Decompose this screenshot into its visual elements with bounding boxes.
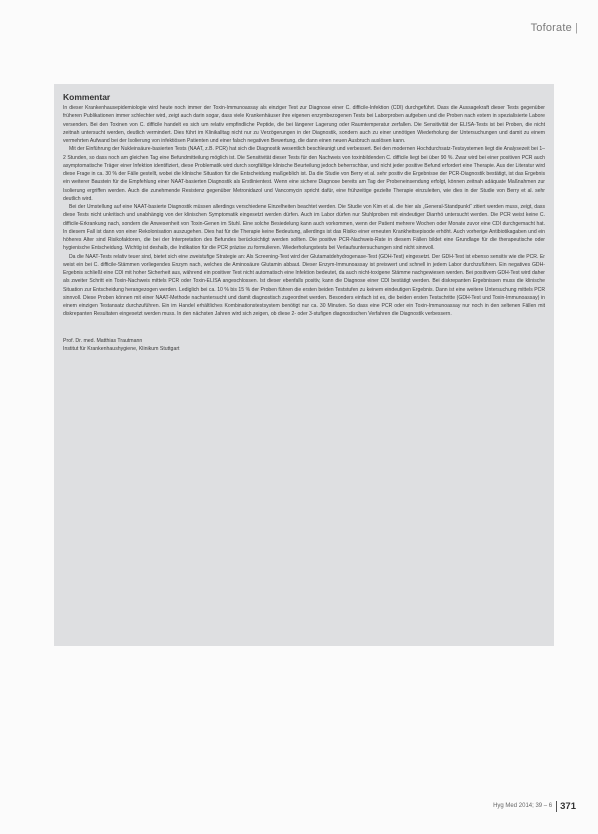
author-affiliation: Institut für Krankenhaushygiene, Klinikum Stuttgart bbox=[63, 345, 180, 352]
footer-divider bbox=[556, 801, 557, 812]
author-block bbox=[63, 337, 545, 353]
author-name: Prof. Dr. med. Matthias Trautmann bbox=[63, 337, 143, 344]
commentary-body bbox=[63, 104, 545, 319]
page-number: 371 bbox=[560, 800, 576, 812]
commentary-paragraph-4: Da die NAAT-Tests relativ teuer sind, bietet sich eine zweistufige Strategie an: Als Screening-Test wird der Glutamatdehydrogenase-Test (GDH-Test) eingesetzt. Der GDH-Test ist ebenso sensitiv wie die PCR. Er weist ein bei C. difficile-Stämmen vorliegendes Enzym nach, welches die Aminosäure Glutamin abbaut. Dieser Enzym-Immunoassay ist preiswert und schnell in jedem Labor durchzuführen. Ein negatives GDH-Ergebnis schließt eine CDI mit hoher Sicherheit aus, während ein positiver Test nicht automatisch eine Infektion bedeutet, da auch nicht-toxigene Stämme nachgewiesen werden. Bei positivem GDH-Test wird daher als zweiter Schritt ein Toxin-Nachweis mittels PCR oder Toxin-ELISA angeschlossen. Ist dieser ebenfalls positiv, kann die Diagnose einer CDI bestätigt werden. Bei diskrepanten Ergebnissen muss die klinische Situation zur Entscheidung herangezogen werden. Lediglich bei ca. 10 % bis 15 % der Proben führen die ersten beiden Teststufen zu keinem eindeutigen Ergebnis. Dann ist eine weitere Untersuchung mittels PCR sinnvoll. Diese Proben können mit einer NAAT-Methode nachuntersucht und damit diagnostisch zugeordnet werden. Besonders einfach ist es, die beiden ersten Testschritte (GDH-Test und Toxin-Immunoassay) in einem einzigen Testansatz durchzuführen. Ein im Handel erhältliches Kombinationstestsystem benötigt nur ca. 30 Minuten. So dass eine PCR oder ein Toxin-Immunoassay nur noch in den seltenen Fällen mit diskrepanten Resultaten eingesetzt werden muss. In den nächsten Jahren wird sich zeigen, ob diese 2- oder 3-stufigen diagnostischen Verfahren die Diagnostik verbessern. bbox=[63, 253, 545, 318]
commentary-title: Kommentar bbox=[63, 92, 111, 102]
section-header bbox=[531, 22, 578, 34]
commentary-box bbox=[54, 84, 554, 646]
section-separator: | bbox=[574, 22, 578, 34]
commentary-paragraph-1: In dieser Krankenhausepidemiologie wird heute noch immer der Toxin-Immunoassay als einziger Test zur Diagnose einer C. difficile-Infektion (CDI) durchgeführt. Dass die Aussagekraft dieser Tests gegenüber früheren Publikationen immer schlechter wird, zeigt auch darin sogar, dass viele Krankenhäuser ihre eigenen enzymbezogenen Tests bei Laborproben aufgeben und die Proben nach extern in spezialisierte Labore versenden. Bei den Toxinen von C. difficile handelt es sich um relativ empfindliche Peptide, die bei längerer Lagerung oder Raumtemperatur zerfallen. Die Sensitivität der ELISA-Tests ist bei Proben, die nicht zeitnah untersucht werden, deutlich vermindert. Dies führt im Klinikalltag nicht nur zu Verzögerungen in der Diagnostik, sondern auch zu einer unnötigen Wiederholung der Untersuchungen und damit zu einem vermehrten Aufwand bei der Isolierung von infektiösen Patienten und einer falsch negativen Bewertung, die dann einen neuen Ausbruch auslösen kann. bbox=[63, 105, 545, 144]
commentary-paragraph-3: Bei der Umstellung auf eine NAAT-basierte Diagnostik müssen allerdings verschiedene Einzelheiten beachtet werden. Die Studie von Kim et al. die hier als „General-Standpunkt“ zitiert werden muss, zeigt, dass diese Tests nicht unkritisch und unabhängig von der klinischen Symptomatik eingesetzt werden dürfen. Auch im Labor dürfen nur Stuhlproben mit eindeutiger Diarrhö untersucht werden. Die PCR weist keine C. difficile-Erkrankung nach, sondern die Anwesenheit von Toxin-Genen im Stuhl. Eine solche Besiedelung kann auch vorkommen, wenn der Patient mehrere Wochen oder Monate zuvor eine CDI durchgemacht hat. In diesem Fall ist dann von einer Rekolonisation auszugehen. Dies hat für die Therapie keine Bedeutung, allerdings ist das Risiko einer erneuten Krankheitsepisode erhöht. Auch vorherige Antibiotikagaben und ein höheres Alter sind Risikofaktoren, die bei der Interpretation des Befundes berücksichtigt werden sollten. Die positive PCR-Nachweis-Rate in diesem Fällen bildet eine Grundlage für die therapeutische oder hygienische Entscheidung. Wichtig ist deshalb, die Indikation für die PCR präzise zu formulieren. Wiederholungstests bei Verlaufsuntersuchungen sind nicht sinnvoll. bbox=[63, 204, 545, 252]
page-footer bbox=[493, 800, 576, 812]
section-title: Toforate bbox=[530, 22, 572, 34]
commentary-paragraph-2: Mit der Einführung der Nukleinsäure-basierten Tests (NAAT, z.B. PCR) hat sich die Diagnostik wesentlich beschleunigt und verbessert. Bei den modernen Hochdurchsatz-Testsystemen liegt die Analysezeit bei 1–2 Stunden, so dass noch am gleichen Tag eine Befundmitteilung möglich ist. Die Sensitivität dieser Tests für den Nachweis von toxinbildenden C. difficile liegt bei über 90 %. Zwar wird bei einer positiven PCR auch asymptomatische Träger einer Infektion identifiziert, diese Problematik wird durch sorgfältige klinische Beurteilung jedoch beherrschbar, und nicht jeder positive Befund erfordert eine Therapie. Aus der Literatur wird diese Frage in ca. 30 % der Fälle gestellt, wobei die klinische Situation für die Entscheidung maßgeblich ist. Da die Studie von Berry et al. sehr positiv die Ergebnisse der PCR-Diagnostik bestätigt, ist das Ergebnis ein weiterer Baustein für die Empfehlung einer NAAT-basierten Diagnostik als Erstlinientest. Wenn eine sichere Diagnose bereits am Tag der Probeneinsendung erfolgt, können zeitnah adäquate Maßnahmen zur Isolierung ergriffen werden. Auch die zunehmende Resistenz gegenüber Metronidazol und Vancomycin spricht dafür, eine frühzeitige gezielte Therapie einzuleiten, wie dies in der Studie von Berry et al. sehr deutlich wird. bbox=[63, 146, 545, 202]
journal-citation: Hyg Med 2014; 39 – 6 bbox=[493, 803, 553, 809]
